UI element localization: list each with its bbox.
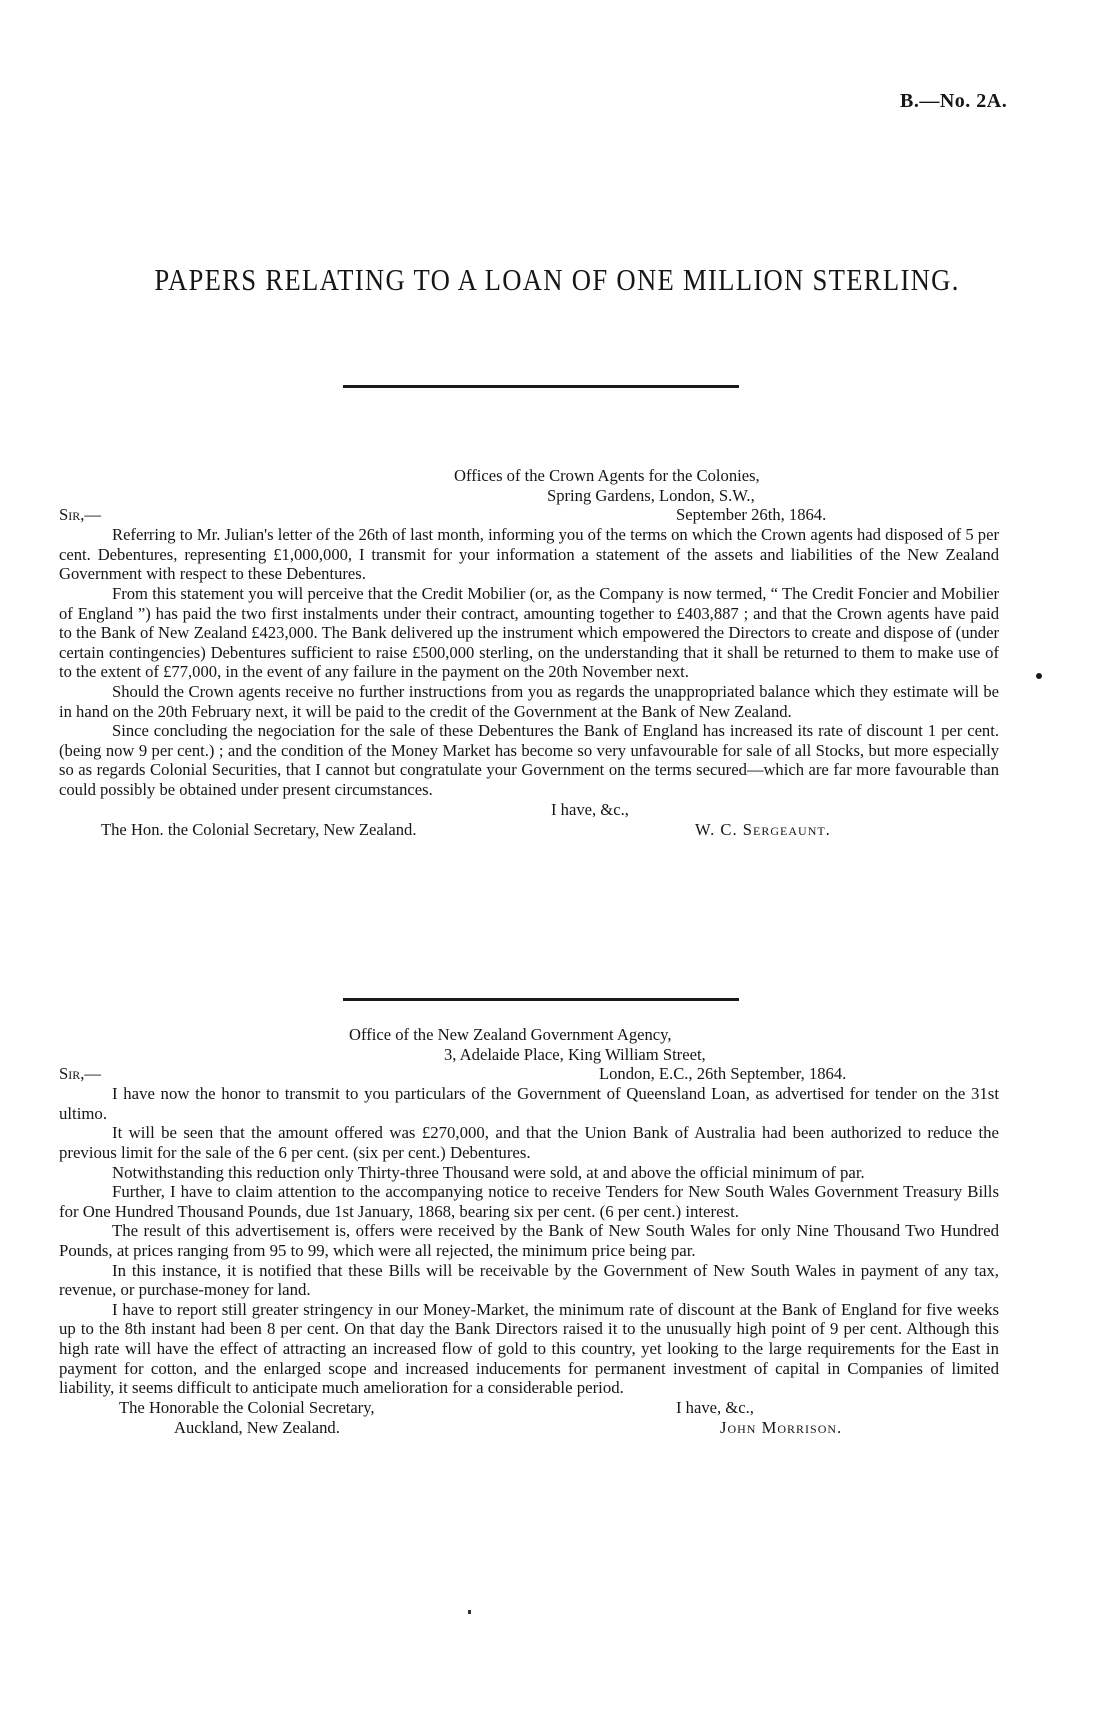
letter-paragraph: Should the Crown agents receive no further instructions from you as regards the unappropriated balance which they estimate will be in hand on the 20th February next, it will be paid to the credit of the Government at the Bank of New Zealand. — [59, 681, 999, 721]
divider-rule — [343, 385, 739, 388]
closing: I have, &c., — [551, 799, 629, 819]
letter-nz-government-agency — [59, 1025, 999, 1438]
page-title: PAPERS RELATING TO A LOAN OF ONE MILLION STERLING. — [154, 262, 960, 297]
signature-row — [59, 1418, 999, 1438]
letter-paragraph: It will be seen that the amount offered was £270,000, and that the Union Bank of Australia had been authorized to reduce the previous limit for the sale of the 6 per cent. (six per cent.) Debentures. — [59, 1123, 999, 1162]
signature: W. C. Sergeaunt. — [695, 819, 831, 839]
signature: John Morrison. — [720, 1417, 843, 1437]
letter-date: September 26th, 1864. — [676, 505, 827, 525]
letter-paragraph: I have to report still greater stringency in our Money-Market, the minimum rate of discount at the Bank of England for five weeks up to the 8th instant had been 8 per cent. On that day the Bank Directors raised it to the unusually high point of 9 per cent. Although this high rate will have the effect of attracting an increased flow of gold to this country, yet looking to the large requirements for the East in payment for cotton, and the enlarged scope and increased inducements for permanent investment of capital in Companies of limited liability, it seems difficult to anticipate much amelioration for a considerable period. — [59, 1299, 999, 1398]
salutation-row — [59, 505, 999, 525]
letter-paragraph: Referring to Mr. Julian's letter of the 26th of last month, informing you of the terms on which the Crown agents had disposed of 5 per cent. Debentures, representing £1,000,000, I transmit for your information a statement of the assets and liabilities of the New Zealand Government with respect to these Debentures. — [59, 525, 999, 584]
print-speck — [1036, 673, 1042, 679]
letter-paragraph: In this instance, it is notified that these Bills will be receivable by the Government of New South Wales in payment of any tax, revenue, or purchase-money for land. — [59, 1260, 999, 1300]
letter-paragraph: The result of this advertisement is, offers were received by the Bank of New South Wales for only Nine Thousand Two Hundred Pounds, at prices ranging from 95 to 99, which were all rejected, the minimum price being par. — [59, 1221, 999, 1260]
addressee: Auckland, New Zealand. — [174, 1417, 340, 1437]
sender-address-line: 3, Adelaide Place, King William Street, — [444, 1044, 706, 1064]
salutation-row — [59, 1064, 999, 1084]
addressee-row — [59, 1398, 999, 1418]
page-reference: B.—No. 2A. — [900, 90, 1008, 112]
letter-crown-agents — [59, 466, 999, 840]
letter-paragraph: Since concluding the negociation for the sale of these Debentures the Bank of England has increased its rate of discount 1 per cent. (being now 9 per cent.) ; and the condition of the Money Market has become so very unfavourable for sale of all Stocks, but more especially so as regards Colonial Securities, that I cannot but congratulate your Government on the terms secured—which are far more favourable than could possibly be obtained under present circumstances. — [59, 721, 999, 799]
salutation: Sir,— — [59, 1064, 101, 1084]
signature-row — [59, 820, 999, 840]
sender-address-line: Office of the New Zealand Government Agency, — [349, 1025, 672, 1044]
sender-address-line: Offices of the Crown Agents for the Colonies, — [454, 466, 760, 485]
print-speck — [468, 1610, 471, 1614]
closing-row — [59, 800, 999, 820]
letter-paragraph: Further, I have to claim attention to the accompanying notice to receive Tenders for New South Wales Government Treasury Bills for One Hundred Thousand Pounds, due 1st January, 1868, bearing six per cent. (6 per cent.) interest. — [59, 1182, 999, 1221]
letter-date: London, E.C., 26th September, 1864. — [599, 1064, 847, 1084]
letter-paragraph: Notwithstanding this reduction only Thirty-three Thousand were sold, at and above the official minimum of par. — [112, 1162, 865, 1182]
letter-paragraph: I have now the honor to transmit to you particulars of the Government of Queensland Loan, as advertised for tender on the 31st ultimo. — [59, 1084, 999, 1123]
salutation: Sir,— — [59, 505, 101, 525]
letter-paragraph: From this statement you will perceive that the Credit Mobilier (or, as the Company is now termed, “ The Credit Foncier and Mobilier of England ”) has paid the two first instalments under their contract, amounting together to £403,887 ; and that the Crown agents have paid to the Bank of New Zealand £423,000. The Bank delivered up the instrument which empowered the Directors to create and dispose of (under certain contingencies) Debentures sufficient to raise £500,000 sterling, on the understanding that it shall be returned to them to make use of to the extent of £77,000, in the event of any failure in the payment on the 20th November next. — [59, 583, 999, 682]
addressee: The Honorable the Colonial Secretary, — [119, 1397, 375, 1417]
addressee: The Hon. the Colonial Secretary, New Zealand. — [101, 819, 417, 839]
closing: I have, &c., — [676, 1397, 754, 1417]
divider-rule — [343, 998, 739, 1001]
sender-address-line: Spring Gardens, London, S.W., — [547, 485, 755, 505]
